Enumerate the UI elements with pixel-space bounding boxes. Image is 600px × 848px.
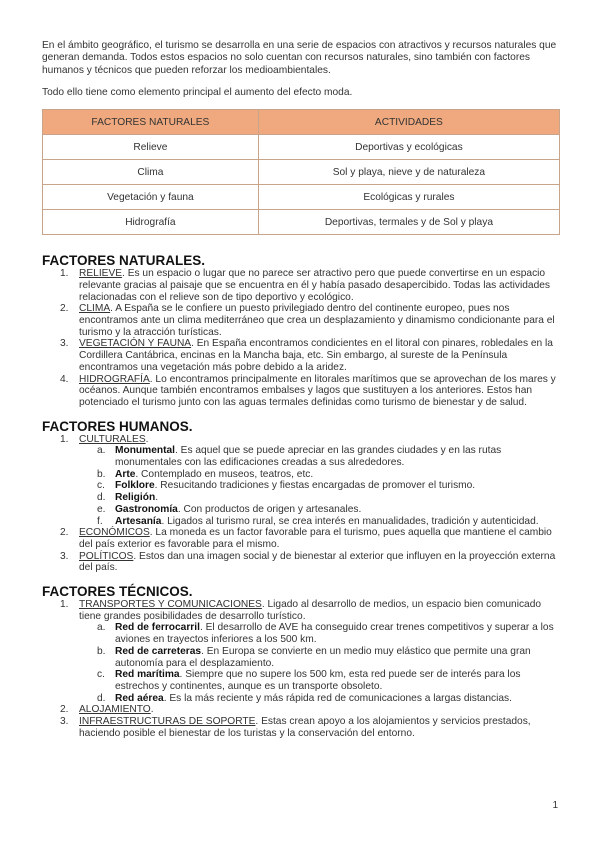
table-header-row	[43, 110, 560, 135]
sublist-item: d. Red aérea. Es la más reciente y más rápida red de comunicaciones a largas distancias.	[97, 692, 512, 704]
culturales-sublist	[79, 445, 560, 527]
list-item: 3. INFRAESTRUCTURAS DE SOPORTE. Estas crean apoyo a los alojamientos y servicios prestados, haciendo posible el bienestar de los turistas y la conservación del entorno.	[60, 716, 531, 739]
sublist-item: c. Folklore. Resucitando tradiciones y fiestas encargadas de promover el turismo.	[97, 480, 476, 492]
table-header-cell: FACTORES NATURALES	[43, 110, 259, 135]
table-cell: Clima	[43, 160, 259, 185]
sublist-item: c. Red marítima. Siempre que no supere los 500 km, esta red puede ser de interés para los estrechos y continentes, aunque es un transporte obsoleto.	[97, 669, 521, 692]
document-page	[42, 40, 560, 740]
table-row	[43, 210, 560, 235]
table-cell: Deportivas, termales y de Sol y playa	[258, 210, 559, 235]
sublist-item: b. Arte. Contemplado en museos, teatros, etc.	[97, 468, 314, 480]
table-row	[43, 135, 560, 160]
humanos-list	[42, 434, 560, 574]
list-item: 2. ALOJAMIENTO.	[60, 704, 154, 716]
intro-paragraph-2: Todo ello tiene como elemento principal el aumento del efecto moda.	[42, 86, 353, 98]
tecnicos-list	[42, 599, 560, 739]
list-item: 3. POLÍTICOS. Estos dan una imagen social y de bienestar al exterior que influyen en la proyección externa del país.	[60, 550, 556, 574]
naturales-list	[42, 268, 560, 408]
table-header-cell: ACTIVIDADES	[258, 110, 559, 135]
table-cell: Hidrografía	[43, 210, 259, 235]
table-cell: Deportivas y ecológicas	[258, 135, 559, 160]
list-item: 2. CLIMA. A España se le confiere un puesto privilegiado dentro del continente europeo, pues nos encontramos ante un clima mediterráneo que crea un desplazamiento y dinamismo condicionante para el turismo y la atracción turísticas.	[60, 303, 555, 338]
page-number: 1	[552, 800, 558, 811]
table-cell: Ecológicas y rurales	[258, 185, 559, 210]
table-cell: Vegetación y fauna	[43, 185, 259, 210]
sublist-item: d. Religión.	[97, 492, 159, 504]
list-item: 1. TRANSPORTES Y COMUNICACIONES. Ligado al desarrollo de medios, un espacio bien comunicado tiene grandes posibilidades de desarrollo turístico. a. Red de ferrocarril. El desarrollo de AVE ha conseguido crear trenes competitivos y superar a los aviones en trayectos inferiores a los 500 km. b. Red de carreteras. En Europa se convierte en un medio muy elástico que permite una gran autonomía para el desplazamiento. c. Red marítima. Siempre que no supere los 500 km, esta red puede ser de interés para los estrechos y continentes, aunque es un transporte obsoleto. d. Red aérea. Es la más reciente y más rápida red de comunicaciones a largas distancias.	[42, 599, 560, 704]
sublist-item: e. Gastronomía. Con productos de origen y artesanales.	[97, 503, 362, 515]
section-heading-naturales: FACTORES NATURALES.	[42, 253, 206, 269]
factors-table	[42, 109, 560, 235]
list-item: 4. HIDROGRAFÍA. Lo encontramos principalmente en litorales marítimos que se aprovechan de los mares y océanos. Aunque también encontramos embalses y lagos que sustituyen a los anteriores. Estos han potenciado el turismo junto con las aguas termales definidas como turismo de bienestar y de salud.	[60, 373, 556, 408]
list-item: 1. CULTURALES. a. Monumental. Es aquel que se puede apreciar en las grandes ciudades y en las rutas monumentales con las edificaciones creadas a sus alrededores. b. Arte. Contemplado en museos, teatros, etc. c. Folklore. Resucitando tradiciones y fiestas encargadas de promover el turismo. d. Religión. e. Gastronomía. Con productos de origen y artesanales. f. Artesanía. Ligados al turismo rural, se crea interés en manualidades, tradición y autenticidad.	[42, 434, 560, 528]
list-item: 1. RELIEVE. Es un espacio o lugar que no parece ser atractivo pero que puede convertirse en un espacio relevante gracias al paisaje que se encuentra en él y había pasado desapercibido. Todas las actividades relacionadas con el relieve son de tipo deportivo y ecológico.	[60, 268, 551, 303]
table-cell: Relieve	[43, 135, 259, 160]
sublist-item: b. Red de carreteras. En Europa se convierte en un medio muy elástico que permite una gran autonomía para el desplazamiento.	[97, 645, 531, 669]
intro-paragraph: En el ámbito geográfico, el turismo se desarrolla en una serie de espacios con atractivos y recursos naturales que generan demanda. Todos estos espacios no solo cuentan con recursos naturales, sino también con factores humanos y técnicos que pueden reforzar los medioambientales.	[42, 40, 557, 76]
sublist-item: a. Monumental. Es aquel que se puede apreciar en las grandes ciudades y en las rutas monumentales con las edificaciones creadas a sus alrededores.	[97, 445, 502, 469]
list-item: 2. ECONÓMICOS. La moneda es un factor favorable para el turismo, pues aquella que mantiene el cambio del país exterior es favorable para el mismo.	[60, 527, 552, 550]
table-row	[43, 185, 560, 210]
table-row	[43, 160, 560, 185]
sublist-item: a. Red de ferrocarril. El desarrollo de AVE ha conseguido crear trenes competitivos y superar a los aviones en trayectos inferiores a los 500 km.	[97, 622, 554, 646]
section-heading-tecnicos: FACTORES TÉCNICOS.	[42, 584, 193, 600]
list-item: 3. VEGETACIÓN Y FAUNA. En España encontramos condicientes en el litoral con pinares, robledales en la Cordillera Cantábrica, encinas en la Mancha baja, etc. Sin embargo, al sureste de la Península encontramos una vegetación más pobre debido a la aridez.	[60, 338, 553, 373]
sublist-item: f. Artesanía. Ligados al turismo rural, se crea interés en manualidades, tradición y autenticidad.	[97, 515, 539, 527]
section-heading-humanos: FACTORES HUMANOS.	[42, 418, 193, 434]
table-cell: Sol y playa, nieve y de naturaleza	[258, 160, 559, 185]
transportes-sublist	[79, 622, 560, 704]
